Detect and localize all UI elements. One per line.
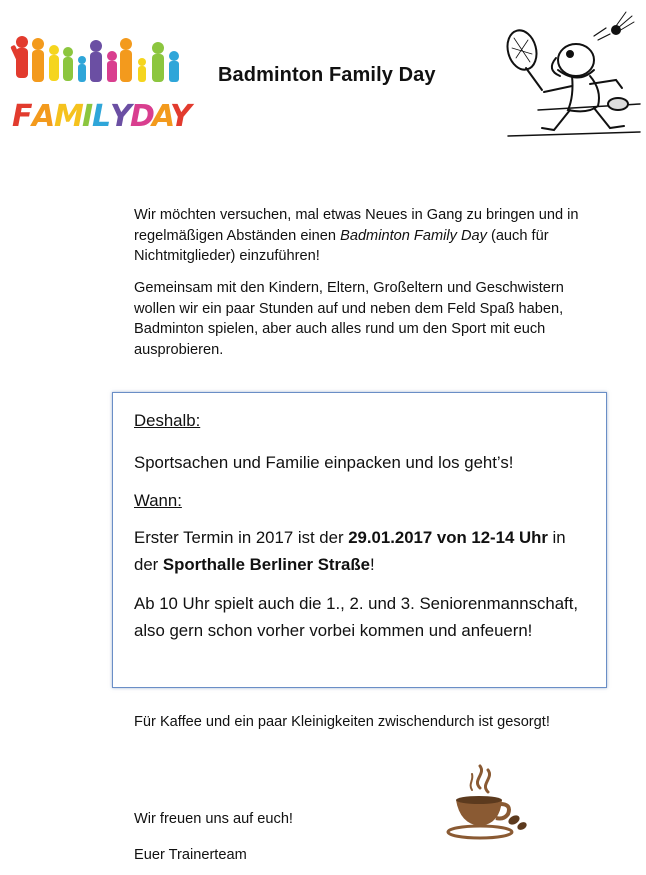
intro-text-end: (auch für Nichtmitglieder) einzuführen! xyxy=(134,227,549,264)
svg-text:A: A xyxy=(32,99,56,134)
event-name-italic: Badminton Family Day xyxy=(340,227,487,244)
termin-text xyxy=(134,524,594,578)
closing-line: Wir freuen uns auf euch! xyxy=(134,811,293,827)
intro-paragraph-1 xyxy=(134,205,594,267)
info-box xyxy=(112,392,607,688)
page-title: Badminton Family Day xyxy=(218,64,436,86)
svg-text:I: I xyxy=(82,99,94,134)
deshalb-text: Sportsachen und Familie einpacken und los geht’s! xyxy=(134,453,514,472)
svg-text:Y: Y xyxy=(110,99,132,134)
termin-date: 29.01.2017 von 12-14 Uhr xyxy=(348,528,548,547)
family-silhouettes-icon xyxy=(10,36,179,82)
wann-label: Wann: xyxy=(134,491,182,510)
senior-text: Ab 10 Uhr spielt auch die 1., 2. und 3. Seniorenmannschaft, also gern schon vorher vorbei kommen und anfeuern! xyxy=(134,594,579,640)
termin-connector: in der xyxy=(134,528,566,574)
svg-text:M: M xyxy=(54,99,84,134)
svg-text:L: L xyxy=(92,99,112,134)
signature: Euer Trainerteam xyxy=(134,847,247,863)
svg-text:F: F xyxy=(12,99,33,134)
deshalb-label: Deshalb: xyxy=(134,411,201,430)
kaffee-note: Für Kaffee und ein paar Kleinigkeiten zwischendurch ist gesorgt! xyxy=(134,714,550,730)
coffee-cup-icon xyxy=(442,762,528,844)
family-day-logo xyxy=(8,30,192,138)
intro-text-start: Wir möchten versuchen, mal etwas Neues in Gang zu bringen und in regelmäßigen Abständen einen xyxy=(134,207,579,244)
svg-text:Y: Y xyxy=(170,99,192,134)
intro-paragraph-2: Gemeinsam mit den Kindern, Eltern, Großeltern und Geschwistern wollen wir ein paar Stunden auf und neben dem Feld Spaß haben, Badminton spielen, aber auch alles rund um den Sport mit euch ausprobieren. xyxy=(134,280,564,358)
termin-intro: Erster Termin in 2017 ist der xyxy=(134,528,349,547)
termin-place: Sporthalle Berliner Straße xyxy=(162,555,370,574)
termin-end: ! xyxy=(369,555,375,574)
svg-text:D: D xyxy=(130,99,155,134)
svg-text:A: A xyxy=(152,99,176,134)
badminton-player-cartoon-icon xyxy=(498,10,640,150)
